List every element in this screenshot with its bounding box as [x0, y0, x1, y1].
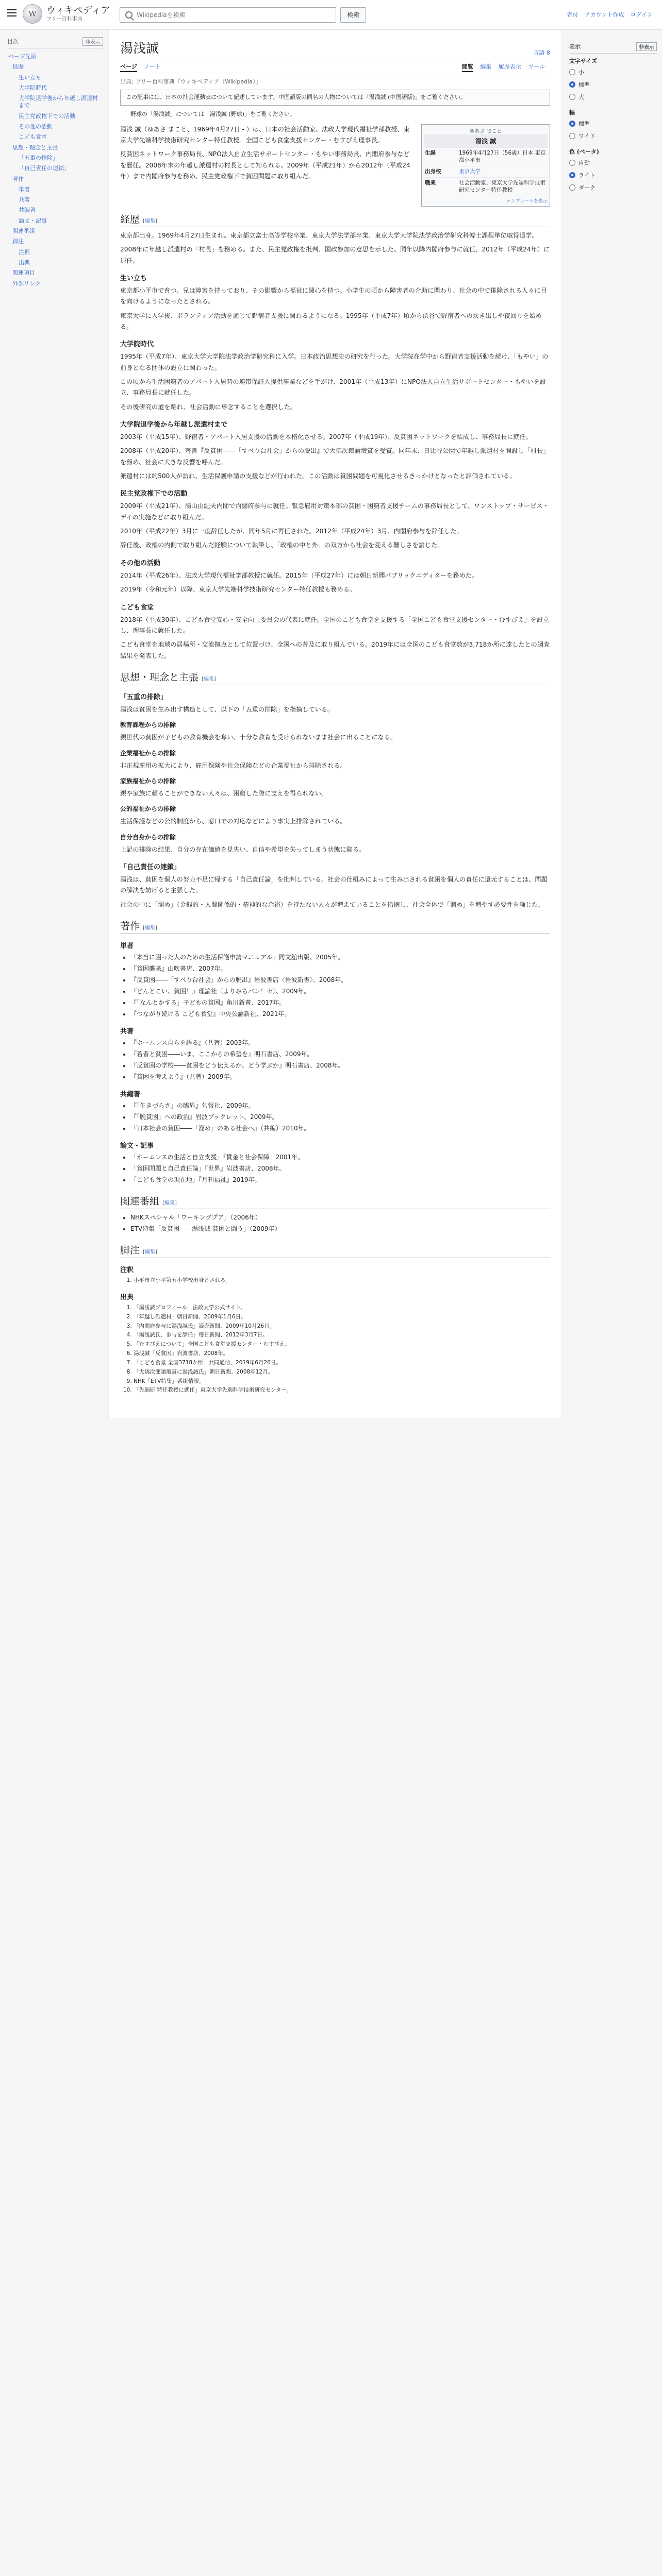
radio-icon[interactable]: [569, 81, 575, 88]
note-item: 1. 小平市立小平第五小学校出身とされる。: [134, 1276, 550, 1285]
toc-item[interactable]: 関連項目: [12, 269, 35, 277]
sources-list: [134, 1303, 550, 1395]
reference-item: 10. 「先端研 特任教授に就任」東京大学先端科学技術研究センター。: [134, 1386, 550, 1395]
language-button[interactable]: 言語 8: [533, 49, 550, 56]
paragraph: 湯浅は貧困を生み出す構造として、以下の「五重の排除」を指摘している。: [120, 705, 334, 713]
section-title: 思想・理念と主張: [120, 671, 199, 683]
infobox-value: 1969年4月27日（56歳）日本 東京都小平市: [459, 149, 546, 164]
width-option-label: 標準: [578, 121, 590, 127]
toc-item[interactable]: 共著: [19, 196, 30, 204]
tab-history[interactable]: 履歴表示: [498, 63, 521, 70]
search-button[interactable]: 検索: [340, 7, 366, 23]
radio-icon[interactable]: [569, 160, 575, 166]
toc-item[interactable]: 「自己責任の連鎖」: [19, 165, 70, 172]
tab-page[interactable]: ページ: [120, 63, 137, 72]
subsection-self-responsibility: 「自己責任の連鎖」: [120, 863, 181, 871]
paragraph: 東京大学に入学後、ボランティア活動を通じて野宿者支援に関わるようになる。1995年（平成7年）頃から渋谷で野宿者への炊き出しや夜回りを始める。: [120, 312, 542, 330]
toc-item[interactable]: 思想・理念と主張: [12, 144, 58, 151]
intro-paragraph: 反貧困ネットワーク事務局長、NPO法人自立生活サポートセンター・もやい事務局長、内閣府参与などを歴任。2008年末の年越し派遣村の村長として知られる。2009年（平成21年）から2012年（平成24年）まで内閣府参与を務め、民主党政権下で貧困問題に取り組んだ。: [120, 150, 410, 180]
exclusion-heading: 教育課程からの排除: [120, 721, 176, 729]
subsection-papers: 論文・記事: [120, 1142, 154, 1150]
toc-item[interactable]: 関連番組: [12, 228, 35, 235]
intro-paragraph: 湯浅 誠（ゆあさ まこと、1969年4月27日 - ）は、日本の社会活動家、法政大学現代福祉学部教授、東京大学先端科学技術研究センター特任教授。全国こども食堂支援センター・むすびえ理事長。: [120, 125, 410, 144]
subsection-graduate: 大学院時代: [120, 341, 154, 349]
paragraph: 2018年（平成30年）、こども食堂安心・安全向上委員会の代表に就任。全国のこども食堂を支援する「全国こども食堂支援センター・むすびえ」を設立し、理事長に就任した。: [120, 616, 550, 634]
tab-talk[interactable]: ノート: [144, 63, 161, 70]
toc-item[interactable]: 著作: [12, 175, 24, 182]
paragraph: 2008年（平成20年）、著書『反貧困――「すべり台社会」からの脱出』で大佛次郎論壇賞を受賞。同年末、日比谷公園で年越し派遣村を開設し「村長」を務め、社会に大きな反響を呼んだ。: [120, 447, 550, 466]
toc-item[interactable]: その他の活動: [19, 123, 53, 130]
section-title: 関連番組: [120, 1195, 160, 1207]
tagline: 出典: フリー百科事典『ウィキペディア（Wikipedia）』: [120, 78, 261, 85]
appearance-heading: 表示: [569, 43, 581, 50]
radio-icon[interactable]: [569, 121, 575, 127]
reference-item: 7. 「こども食堂 全国3718か所」共同通信、2019年6月26日。: [134, 1359, 550, 1368]
radio-icon[interactable]: [569, 94, 575, 100]
width-option[interactable]: [569, 117, 657, 130]
subsection-edited: 共編著: [120, 1090, 141, 1098]
list-item: • 『どんとこい、貧困！』理論社〈よりみちパン！セ〉、2009年。: [130, 986, 550, 997]
list-item: • 『日本社会の貧困――「溜め」のある社会へ』（共編）2010年。: [130, 1123, 550, 1134]
color-option-label: ライト: [578, 172, 595, 179]
subsection-childhood: 生い立ち: [120, 274, 147, 282]
radio-icon[interactable]: [569, 133, 575, 139]
site-title: ウィキペディア: [46, 5, 110, 16]
subsection-single: 単著: [120, 942, 134, 950]
color-option[interactable]: [569, 157, 657, 169]
color-option-label: 自動: [578, 160, 590, 166]
subsection-five-exclusions: 「五重の排除」: [120, 693, 168, 701]
main-menu-icon[interactable]: [7, 9, 16, 16]
subsection-chu: 注釈: [120, 1266, 134, 1274]
toc-item[interactable]: 論文・記事: [19, 217, 47, 224]
width-label: 幅: [569, 109, 575, 116]
infobox-kana: ゆあさ まこと: [469, 128, 502, 134]
toc-hide-button[interactable]: 非表示: [82, 37, 103, 46]
disambiguation-notice: この記事には、日本の社会運動家について記述しています。中国語版の同名の人物については「湯浅誠 (中国語版)」をご覧ください。: [120, 90, 550, 106]
color-option[interactable]: [569, 169, 657, 181]
section-heading-works: 著作 [編集]: [120, 919, 550, 934]
paragraph: 親や家族に頼ることができない人々は、困窮した際に支えを得られない。: [120, 789, 328, 797]
list-item: • 『つながり続ける こども食堂』中央公論新社、2021年。: [130, 1009, 550, 1020]
paragraph: 辞任後、政権の内側で取り組んだ経験について執筆し、「政権の中と外」の双方から社会を変える難しさを論じた。: [120, 541, 444, 549]
paragraph: 2008年に年越し派遣村の「村長」を務める。また、民主党政権を批判、国政参加の意思を示した。同年以降内閣府参与に就任、2012年（平成24年）に退任。: [120, 246, 550, 264]
list-item: • 『「なんとかする」子どもの貧困』角川新書、2017年。: [130, 997, 550, 1008]
edit-link[interactable]: 編集: [144, 1249, 155, 1255]
article-content: [108, 30, 562, 1418]
paragraph: 2009年（平成21年）、鳩山由紀夫内閣で内閣府参与に就任。緊急雇用対策本部の貧困・困窮者支援チームの事務局長として、ワンストップ・サービス・デイの実施などに取り組んだ。: [120, 502, 549, 521]
reference-item: 8. 「大佛次郎論壇賞に湯浅誠氏」朝日新聞、2008年12月。: [134, 1368, 550, 1377]
reference-item: 5. 「むすびえについて」全国こども食堂支援センター・むすびえ。: [134, 1340, 550, 1349]
list-item: • 『本当に困った人のための生活保護申請マニュアル』同文舘出版、2005年。: [130, 952, 550, 963]
paragraph: 社会の中に「溜め」（金銭的・人間関係的・精神的な余裕）を持たない人々が増えていることを指摘し、社会全体で「溜め」を増やす必要性を論じた。: [120, 901, 544, 908]
paragraph: 非正規雇用の拡大により、雇用保険や社会保険などの企業福祉から排除される。: [120, 761, 346, 769]
paragraph: 親世代の貧困が子どもの教育機会を奪い、十分な教育を受けられないまま社会に出ることになる。: [120, 734, 397, 741]
paragraph: 2010年（平成22年）3月に一度辞任したが、同年5月に再任された。2012年（平成24年）3月、内閣府参与を辞任した。: [120, 528, 463, 535]
paragraph: 東京都出身。1969年4月27日生まれ。東京都立富士高等学校卒業、東京大学法学部卒業、東京大学大学院法学政治学研究科博士課程単位取得退学。: [120, 231, 538, 239]
login-link[interactable]: ログイン: [630, 11, 653, 18]
toc-item[interactable]: 生い立ち: [19, 74, 41, 81]
reference-item: 1. 「湯浅誠プロフィール」法政大学公式サイト。: [134, 1303, 550, 1313]
paragraph: 生活保護などの公的制度から、窓口での対応などにより事実上排除されている。: [120, 818, 346, 825]
reference-item: 3. 「内閣府参与に湯浅誠氏」読売新聞、2009年10月26日。: [134, 1322, 550, 1331]
subsection-dpj: 民主党政権下での活動: [120, 490, 188, 498]
paragraph: 上記の排除の結果、自分の存在価値を見失い、自信や希望を失ってしまう状態に陥る。: [120, 845, 366, 853]
text-size-label: 文字サイズ: [569, 58, 598, 64]
page-tabs: [120, 62, 550, 73]
toc-item[interactable]: 出典: [19, 259, 30, 266]
paragraph: 2014年（平成26年）、法政大学現代福祉学部教授に就任。2015年（平成27年）には朝日新聞パブリックエディターを務めた。: [120, 571, 478, 579]
text-size-option-label: 標準: [578, 81, 590, 88]
width-option-label: ワイド: [578, 133, 595, 140]
toc-item[interactable]: 「五重の排除」: [19, 154, 58, 161]
section-heading-notes: 脚注 [編集]: [120, 1243, 550, 1258]
toc-item[interactable]: 大学院退学後から年越し派遣村まで: [19, 95, 98, 109]
exclusion-heading: 家族福祉からの排除: [120, 777, 176, 785]
site-subtitle: フリー百科事典: [46, 16, 82, 22]
paragraph: 1995年（平成7年）、東京大学大学院法学政治学研究科に入学。日本政治思想史の研究を行った。大学院在学中から野宿者支援活動を続け、「もやい」の前身となる団体の設立に関わった。: [120, 353, 549, 371]
list-item: • NHKスペシャル「ワーキングプア」（2006年）: [130, 1212, 550, 1223]
donate-link[interactable]: 寄付: [567, 11, 578, 18]
toc-item[interactable]: 脚注: [12, 238, 24, 245]
infobox-key: 職業: [425, 179, 436, 186]
toc-item[interactable]: 経歴: [12, 63, 24, 71]
subsection-sources: 出典: [120, 1293, 134, 1301]
create-account-link[interactable]: アカウント作成: [584, 11, 624, 18]
text-size-option-label: 小: [578, 69, 584, 76]
reference-item: 2. 「年越し派遣村」朝日新聞、2009年1月6日。: [134, 1313, 550, 1322]
radio-icon[interactable]: [569, 69, 575, 75]
infobox-key: 出身校: [425, 168, 441, 175]
site-header: [0, 0, 662, 30]
list-item: • 『ホームレス自らを語る』（共著）2003年。: [130, 1038, 550, 1048]
list-item: • 「貧困問題と自己責任論」『世界』岩波書店、2008年。: [130, 1163, 550, 1174]
works-single-list: [130, 952, 550, 1020]
list-item: • 『貧困襲来』山吹書店、2007年。: [130, 963, 550, 974]
width-option[interactable]: [569, 130, 657, 142]
list-item: • 『「生きづらさ」の臨界』旬報社、2009年。: [130, 1100, 550, 1111]
infobox-value: 社会活動家、東京大学先端科学技術研究センター特任教授: [459, 179, 545, 194]
list-item: • 『反貧困の学校――貧困をどう伝えるか、どう学ぶか』明石書店、2008年。: [130, 1060, 550, 1071]
radio-icon[interactable]: [569, 184, 575, 191]
hatnote: 野球の「湯浅誠」については「湯浅誠 (野球)」をご覧ください。: [130, 110, 295, 117]
wikipedia-globe-icon: W: [23, 4, 42, 24]
list-item: • 『反貧困――「すべり台社会」からの脱出』岩波書店〈岩波新書〉、2008年。: [130, 975, 550, 986]
text-size-option[interactable]: [569, 66, 657, 78]
works-joint-list: [130, 1038, 550, 1082]
toc-item[interactable]: 民主党政権下での活動: [19, 112, 75, 120]
section-title: 著作: [120, 920, 140, 932]
text-size-option[interactable]: [569, 91, 657, 103]
search-input[interactable]: [137, 11, 336, 19]
section-heading-thought: 思想・理念と主張 [編集]: [120, 670, 550, 685]
toc-heading: 目次: [7, 38, 19, 45]
infobox-value[interactable]: 東京大学: [459, 168, 481, 175]
list-item: • 『貧困を考えよう』（共著）2009年。: [130, 1072, 550, 1082]
page-title: 湯浅誠: [120, 41, 159, 56]
edit-link[interactable]: 編集: [144, 925, 155, 931]
reference-item: 4. 「湯浅誠氏、参与を辞任」毎日新聞、2012年3月7日。: [134, 1331, 550, 1340]
search-icon: [125, 11, 133, 19]
list-item: • ETV特集「反貧困――湯浅誠 貧困と闘う」（2009年）: [130, 1224, 550, 1234]
subsection-after-school: 大学院退学後から年越し派遣村まで: [120, 421, 228, 429]
toc-item[interactable]: 単著: [19, 185, 30, 193]
paragraph: 東京都小平市で育つ。兄は障害を持っており、その影響から福祉に関心を持つ。小学生の頃から障害者の介助に関わり、社会の中で排除される人々に目を向けるようになったとされる。: [120, 286, 547, 306]
toc-item[interactable]: ページ先頭: [8, 53, 37, 60]
tab-tools[interactable]: ツール: [528, 63, 545, 70]
list-item: • 『「脱貧困」への政治』岩波ブックレット、2009年。: [130, 1112, 550, 1123]
infobox-key: 生誕: [425, 149, 436, 156]
subsection-kodomo: こども食堂: [120, 603, 154, 612]
color-option-label: ダーク: [578, 184, 595, 191]
table-of-contents: [0, 30, 108, 1418]
subsection-other: その他の活動: [120, 559, 161, 567]
paragraph: こども食堂を地域の居場所・交流拠点として位置づけ、全国への普及に取り組んでいる。2019年には全国のこども食堂数が3,718か所に達したとの調査結果を発表した。: [120, 641, 550, 659]
toc-item[interactable]: 共編著: [19, 207, 36, 214]
edit-link[interactable]: 編集: [164, 1200, 175, 1206]
works-edited-list: [130, 1100, 550, 1134]
color-option[interactable]: [569, 181, 657, 194]
toc-item[interactable]: 注釈: [19, 248, 30, 256]
list-item: • 「ホームレスの生活と自立支援」『賃金と社会保障』2001年。: [130, 1152, 550, 1163]
template-link[interactable]: テンプレートを表示: [506, 198, 548, 204]
section-title: 経歴: [120, 213, 140, 225]
toc-item[interactable]: 外部リンク: [12, 280, 41, 287]
personal-tools: [567, 10, 653, 19]
tab-edit[interactable]: 編集: [480, 63, 492, 70]
subsection-joint: 共著: [120, 1027, 134, 1036]
text-size-option[interactable]: [569, 78, 657, 91]
tab-read[interactable]: 閲覧: [462, 63, 473, 72]
color-label: 色 (ベータ): [569, 148, 599, 155]
paragraph: 2003年（平成15年）、野宿者・アパート入居支援の活動を本格化させる。2007年（平成19年）、反貧困ネットワークを結成し、事務局長に就任。: [120, 433, 532, 441]
edit-link[interactable]: 編集: [144, 218, 155, 224]
site-logo[interactable]: [23, 4, 110, 24]
paragraph: 湯浅は、貧困を個人の努力不足に帰する「自己責任論」を批判している。社会の仕組みによって生み出される貧困を個人の責任に還元することは、問題の解決を妨げると主張した。: [120, 875, 548, 894]
reference-item: 9. NHK「ETV特集」番組情報。: [134, 1377, 550, 1386]
section-heading-career: 経歴 [編集]: [120, 212, 550, 227]
programs-list: [130, 1212, 550, 1234]
toc-item[interactable]: こども食堂: [19, 133, 47, 141]
works-papers-list: [130, 1152, 550, 1185]
search-box: [120, 7, 336, 23]
appearance-panel: [562, 30, 662, 1418]
paragraph: 2019年（令和元年）以降、東京大学先端科学技術研究センター特任教授も務める。: [120, 586, 356, 594]
paragraph: その後研究の道を離れ、社会活動に専念することを選択した。: [120, 403, 296, 411]
exclusion-heading: 企業福祉からの排除: [120, 749, 176, 757]
paragraph: 派遣村には約500人が訪れ、生活保護申請の支援などが行われた。この活動は貧困問題を可視化させるきっかけとなったと評価されている。: [120, 472, 516, 480]
infobox: [421, 124, 550, 207]
notes-list: [134, 1276, 550, 1285]
list-item: • 『若者と貧困――いま、ここからの希望を』明石書店、2009年。: [130, 1049, 550, 1060]
list-item: • 「こども食堂の現在地」『月刊福祉』2019年。: [130, 1175, 550, 1185]
radio-icon[interactable]: [569, 172, 575, 178]
edit-link[interactable]: 編集: [203, 676, 214, 682]
section-title: 脚注: [120, 1244, 140, 1256]
paragraph: この頃から生活困窮者のアパート入居時の連帯保証人提供事業などを手がけ、2001年（平成13年）にNPO法人自立生活サポートセンター・もやいを設立、事務局長に就任した。: [120, 378, 546, 397]
text-size-option-label: 大: [578, 94, 584, 100]
appearance-hide-button[interactable]: 非表示: [636, 42, 657, 51]
reference-item: 6. 湯浅誠『反貧困』岩波書店、2008年。: [134, 1349, 550, 1359]
section-heading-programs: 関連番組 [編集]: [120, 1194, 550, 1209]
exclusion-heading: 公的福祉からの排除: [120, 805, 176, 813]
toc-item[interactable]: 大学院時代: [19, 84, 47, 91]
exclusion-heading: 自分自身からの排除: [120, 833, 176, 841]
infobox-name: 湯浅 誠: [424, 134, 548, 147]
